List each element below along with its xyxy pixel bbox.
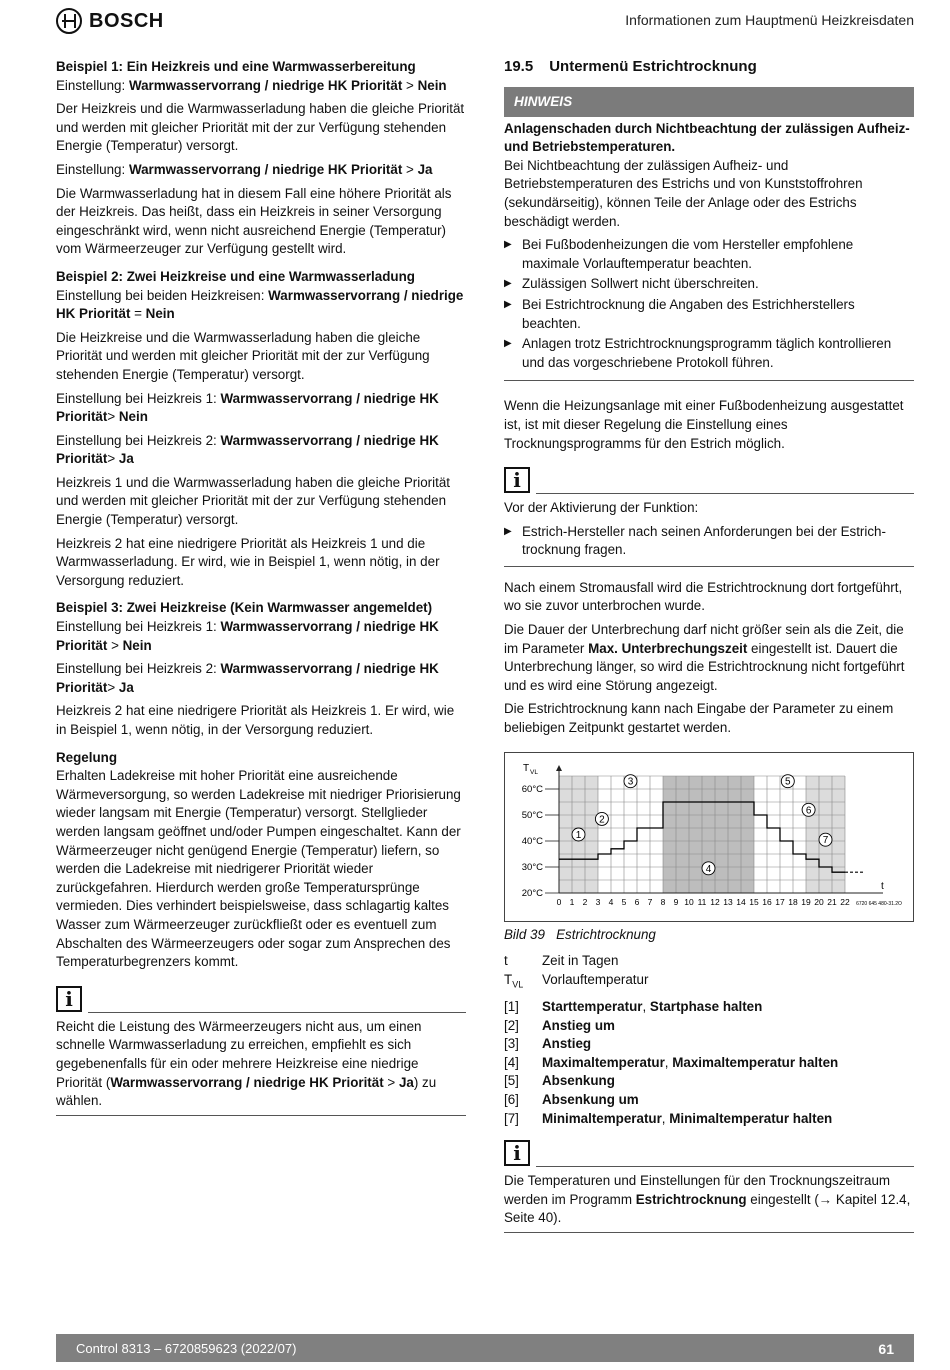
info-note-activation: [504, 465, 914, 567]
x-tick-label: 4: [608, 896, 614, 907]
chart-svg: [505, 753, 913, 921]
x-tick-label: 20: [814, 896, 824, 907]
example3-hk1-setting: Einstellung bei Heizkreis 1: Warmwasservorrang / niedrige HK Priorität > Nein: [56, 619, 439, 653]
paragraph-interruption: Die Dauer der Unterbrechung darf nicht größer sein als die Zeit, die im Parameter Max. Unterbrechungszeit eingestellt ist. Dauert die Unterbrechung länger, so wird die Estrichtrocknung nicht fortgeführt und es wird eine Störung angezeigt.: [504, 622, 905, 693]
x-tick-label: 11: [697, 896, 707, 907]
example2-paragraph2: Heizkreis 1 und die Warmwasserladung haben die gleiche Priorität und werden mit gleicher Priorität mit der zur Verfügung stehenden Energie (Temperatur) versorgt.: [56, 474, 450, 528]
y-axis-label: T: [523, 762, 530, 774]
x-tick-label: 16: [762, 896, 772, 907]
bullet-arrow-icon: ▶: [504, 239, 512, 251]
y-tick-label: 50°C: [521, 809, 543, 821]
x-tick-label: 6: [634, 896, 640, 907]
paragraph-power-outage: Nach einem Stromausfall wird die Estrichtrocknung dort fortgeführt, wo sie zuvor unterbrochen wurde.: [504, 579, 903, 614]
screed-drying-chart: [504, 752, 914, 922]
warning-banner: HINWEIS: [504, 87, 914, 117]
bullet-arrow-icon: ▶: [504, 298, 512, 310]
x-tick-label: 1: [569, 896, 575, 907]
legend-item: [7] Minimaltemperatur, Minimaltemperatur halten: [504, 1110, 833, 1126]
marker-label: 5: [785, 776, 791, 788]
example2-paragraph1: Die Heizkreise und die Warmwasserladung haben die gleiche Priorität und werden mit gleicher Priorität mit der zur Verfügung stehenden Energie (Temperatur) versorgt.: [56, 329, 430, 382]
example1-paragraph1: Der Heizkreis und die Warmwasserladung haben die gleiche Priorität und werden mit gleicher Priorität mit der zur Verfügung stehenden Energie (Temperatur) versorgt.: [56, 101, 465, 154]
info-note-left: [56, 984, 466, 1116]
brand-name: BOSCH: [89, 9, 164, 32]
legend-tvl: $T_{VL}$ Vorlauftemperatur: [504, 971, 649, 990]
x-tick-label: 0: [556, 896, 562, 907]
x-tick-label: 5: [621, 896, 627, 907]
y-tick-label: 20°C: [521, 887, 543, 899]
x-tick-label: 19: [801, 896, 811, 907]
x-tick-label: 13: [723, 896, 733, 907]
marker-label: 7: [822, 834, 829, 846]
warning-list: [504, 236, 914, 381]
y-axis-label-sub: VL: [530, 768, 538, 776]
warning-paragraph: Bei Nichtbeachtung der zulässigen Aufheiz- und Betriebstemperaturen des Estrichs und von Kunststoffrohren (sekundärseitig), können Teile der Anlage oder des Estrichs beschädigt werden.: [504, 157, 863, 229]
left-column: [56, 58, 466, 1116]
marker-label: 3: [627, 776, 634, 788]
regelung-paragraph: Erhalten Ladekreise mit hoher Priorität eine ausreichende Wärmeversorgung, so werden Ladekreise mit niedriger Priorisierung wieder langsam mit Energie (Temperatur) versorgt. Stellglieder werden langsam geöffnet und/oder Pumpen eingeschaltet. Kann der Wärmeerzeuger nicht genügend Energie (Temperatur) liefern, so werden die Ladekreise mit niedrigerer Priorität wieder zurückgefahren. Hierdurch werden große Temperatursprünge vermieden. Dies verhindert beispielsweise, dass schlagartig kaltes Wasser zum Wärmeerzeuger zurückfließt oder es eventuell zum Abschalten des Wärmeerzeugers oder sogar zum Ansprechen des Temperaturbegrenzers kommt.: [56, 768, 461, 970]
legend-item: [1] Starttemperatur, Startphase halten: [504, 999, 763, 1015]
marker-label: 4: [705, 863, 712, 875]
shaded-region: [663, 776, 754, 893]
example1-setting2: Einstellung: Warmwasservorrang / niedrige HK Priorität > Ja: [56, 161, 433, 177]
right-column: [504, 58, 914, 1233]
bullet-arrow-icon: ▶: [504, 338, 512, 350]
paragraph-floor-heating: Wenn die Heizungsanlage mit einer Fußbodenheizung ausgestattet ist, ist mit dieser Regelung die Einstellung eines Trocknungsprogramms für den Estrich möglich.: [504, 398, 904, 451]
info-icon: i: [504, 467, 530, 493]
example3-title: Beispiel 3: Zwei Heizkreise (Kein Warmwasser angemeldet): [56, 600, 433, 616]
x-tick-label: 12: [710, 896, 720, 907]
footer-doc-id: Control 8313 – 6720859623 (2022/07): [76, 1341, 297, 1356]
info-activation-text: Vor der Aktivierung der Funktion:: [504, 500, 699, 516]
legend-list: [504, 952, 914, 1128]
x-axis-label: t: [881, 880, 884, 892]
x-tick-label: 7: [647, 896, 653, 907]
figure-code: 6720 645 480-31.2O: [856, 900, 902, 907]
warning-list-item: ▶ Bei Estrichtrocknung die Angaben des Estrichherstellers beachten.: [504, 296, 914, 333]
brand-logo: [56, 8, 164, 34]
x-tick-label: 22: [840, 896, 850, 907]
x-tick-label: 8: [660, 896, 666, 907]
warning-bold: Anlagenschaden durch Nichtbeachtung der zulässigen Aufheiz- und Betriebstemperaturen.: [504, 120, 910, 155]
section-heading: 19.5 Untermenü Estrichtrocknung: [504, 58, 757, 75]
x-tick-label: 2: [582, 896, 588, 907]
y-tick-label: 40°C: [521, 835, 543, 847]
bullet-arrow-icon: ▶: [504, 278, 512, 290]
warning-list-item: ▶ Zulässigen Sollwert nicht überschreiten.: [504, 275, 914, 294]
example3-hk2-setting: Einstellung bei Heizkreis 2: Warmwasservorrang / niedrige HK Priorität> Ja: [56, 661, 439, 695]
example2-title: Beispiel 2: Zwei Heizkreise und eine Warmwasserladung: [56, 268, 415, 284]
marker-label: 1: [575, 829, 582, 841]
x-tick-label: 21: [827, 896, 837, 907]
info-icon: i: [56, 986, 82, 1012]
bullet-arrow-icon: ▶: [504, 525, 512, 537]
x-tick-label: 14: [736, 896, 746, 907]
example1-paragraph2: Die Warmwasserladung hat in diesem Fall eine höhere Priorität als der Heizkreis. Das heißt, dass ein Heizkreis in seiner Versorgung eingeschränkt wird, wenn nicht ausreichend Energie (Temperatur) vom Wärmeerzeuger zur Verfügung gestellt wird.: [56, 185, 452, 257]
page-header-title: Informationen zum Hauptmenü Heizkreisdaten: [625, 12, 914, 28]
example2-hk1-setting: Einstellung bei Heizkreis 1: Warmwasservorrang / niedrige HK Priorität> Nein: [56, 390, 439, 425]
x-tick-label: 18: [788, 896, 798, 907]
example2-paragraph3: Heizkreis 2 hat eine niedrigere Priorität als Heizkreis 1 und die Warmwasserladung. Er wird, wie in Beispiel 1, wenn nötig, in der Versorgung reduziert.: [56, 535, 440, 588]
example1-title: Beispiel 1: Ein Heizkreis und eine Warmwasserbereitung: [56, 59, 416, 74]
example1-setting1: Einstellung: Warmwasservorrang / niedrige HK Priorität > Nein: [56, 77, 447, 93]
example2-setting: Einstellung bei beiden Heizkreisen: Warmwasservorrang / niedrige HK Priorität = Nein: [56, 287, 464, 322]
example2-hk2-setting: Einstellung bei Heizkreis 2: Warmwasservorrang / niedrige HK Priorität> Ja: [56, 432, 439, 467]
figure-caption: Bild 39 Estrichtrocknung: [504, 926, 656, 942]
info-settings-text: Die Temperaturen und Einstellungen für den Trocknungszeitraum werden im Programm Estrichtrocknung eingestellt (→ Kapitel 12.4, Seite 40).: [504, 1173, 911, 1226]
warning-list-item: ▶ Anlagen trotz Estrichtrocknungsprogramm täglich kontrollieren und das vorgeschriebene Protokoll führen.: [504, 335, 914, 372]
x-tick-label: 15: [749, 896, 759, 907]
legend-t: t Zeit in Tagen: [504, 953, 619, 969]
info-activation-item: ▶ Estrich-Hersteller nach seinen Anforderungen bei der Estrichtrocknung fragen.: [504, 523, 914, 560]
legend-item: [6] Absenkung um: [504, 1092, 639, 1108]
warning-list-item: ▶ Bei Fußbodenheizungen die vom Hersteller empfohlene maximale Vorlauftemperatur beachten.: [504, 236, 914, 273]
legend-item: [3] Anstieg: [504, 1036, 592, 1052]
paragraph-start: Die Estrichtrocknung kann nach Eingabe der Parameter zu einem beliebigen Zeitpunkt gestartet werden.: [504, 701, 894, 736]
page-footer: [56, 1334, 914, 1362]
y-tick-label: 60°C: [521, 783, 543, 795]
x-tick-label: 10: [684, 896, 694, 907]
info-icon: i: [504, 1140, 530, 1166]
legend-item: [5] Absenkung: [504, 1073, 615, 1089]
x-tick-label: 17: [775, 896, 785, 907]
y-axis-arrow-icon: [556, 765, 562, 771]
y-tick-label: 30°C: [521, 861, 543, 873]
x-tick-label: 9: [673, 896, 679, 907]
marker-label: 6: [805, 804, 812, 816]
legend-item: [2] Anstieg um: [504, 1017, 615, 1033]
info-note-settings: [504, 1138, 914, 1233]
marker-label: 2: [599, 814, 605, 826]
bosch-armature-icon: [56, 8, 82, 34]
legend-item: [4] Maximaltemperatur, Maximaltemperatur halten: [504, 1054, 839, 1070]
info-note-left-text: Reicht die Leistung des Wärmeerzeugers nicht aus, um einen schnelle Warmwasserladung zu erreichen, empfiehlt es sich gegebenenfalls für ein oder mehrere Heizkreise eine niedrige Priorität (Warmwasservorrang / niedrige HK Priorität > Ja) zu wählen.: [56, 1018, 437, 1109]
regelung-title: Regelung: [56, 749, 118, 765]
page-number: 61: [878, 1341, 894, 1357]
x-tick-label: 3: [595, 896, 601, 907]
example3-paragraph: Heizkreis 2 hat eine niedrigere Priorität als Heizkreis 1. Er wird, wie in Beispiel 1, wenn nötig, in der Versorgung reduziert.: [56, 703, 455, 737]
